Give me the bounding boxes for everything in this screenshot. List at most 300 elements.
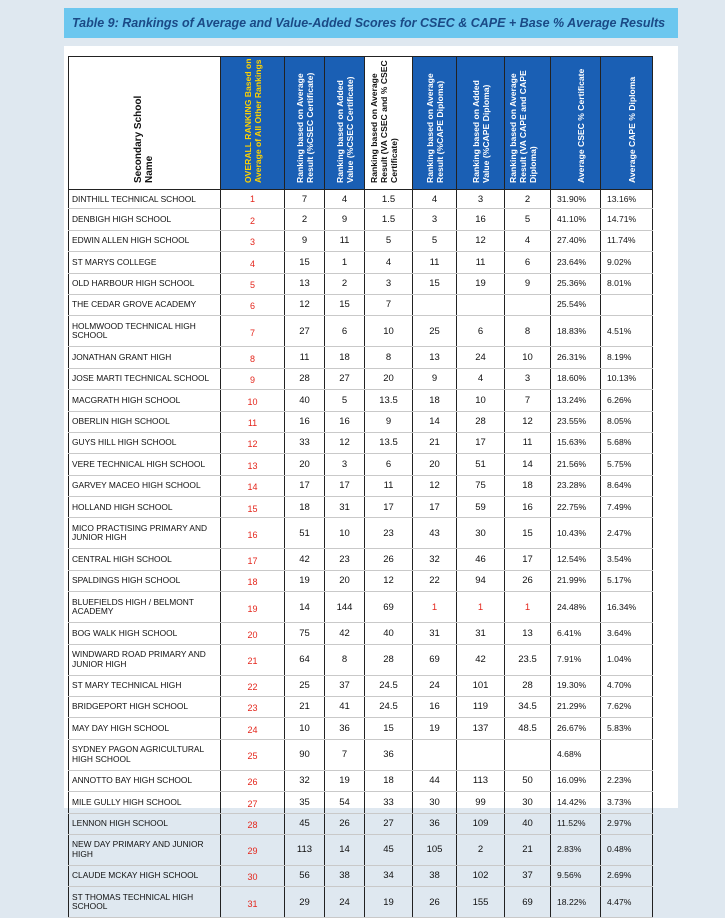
cape-combined-rank-cell: 37	[505, 865, 551, 886]
cape-combined-rank-cell: 6	[505, 252, 551, 273]
csec-percent-cell: 21.56%	[551, 454, 601, 475]
overall-rank-cell: 18	[221, 570, 285, 591]
cape-average-rank-cell: 15	[413, 273, 457, 294]
cape-average-rank-cell: 4	[413, 190, 457, 209]
overall-rank-cell: 25	[221, 739, 285, 770]
csec-combined-rank-cell: 13.5	[365, 432, 413, 453]
cape-combined-rank-cell	[505, 294, 551, 315]
school-name-cell: MILE GULLY HIGH SCHOOL	[69, 792, 221, 813]
csec-combined-rank-cell: 19	[365, 887, 413, 918]
csec-percent-cell: 23.64%	[551, 252, 601, 273]
table-row	[69, 718, 653, 739]
csec-value-added-rank-cell: 27	[325, 368, 365, 389]
csec-average-rank-cell: 18	[285, 497, 325, 518]
cape-average-rank-cell: 22	[413, 570, 457, 591]
csec-value-added-rank-cell: 8	[325, 644, 365, 675]
overall-rank-cell: 8	[221, 347, 285, 368]
header-csec-value-added: Ranking based on Added Value (%CSEC Certificate)	[325, 57, 365, 190]
csec-percent-cell: 14.42%	[551, 792, 601, 813]
cape-value-added-rank-cell: 30	[457, 518, 505, 549]
school-name-cell: MACGRATH HIGH SCHOOL	[69, 390, 221, 411]
cape-combined-rank-cell: 34.5	[505, 697, 551, 718]
csec-percent-cell: 23.28%	[551, 475, 601, 496]
csec-combined-rank-cell: 24.5	[365, 697, 413, 718]
cape-percent-cell: 7.49%	[601, 497, 653, 518]
csec-combined-rank-cell: 34	[365, 865, 413, 886]
csec-average-rank-cell: 42	[285, 549, 325, 570]
table-row	[69, 252, 653, 273]
csec-average-rank-cell: 14	[285, 592, 325, 623]
school-name-cell: GUYS HILL HIGH SCHOOL	[69, 432, 221, 453]
overall-rank-cell: 24	[221, 718, 285, 739]
csec-percent-cell: 18.83%	[551, 316, 601, 347]
csec-average-rank-cell: 13	[285, 273, 325, 294]
csec-combined-rank-cell: 40	[365, 623, 413, 644]
cape-average-rank-cell: 32	[413, 549, 457, 570]
cape-combined-rank-cell: 12	[505, 411, 551, 432]
csec-average-rank-cell: 9	[285, 230, 325, 251]
table-row	[69, 411, 653, 432]
cape-value-added-rank-cell: 94	[457, 570, 505, 591]
overall-rank-cell: 20	[221, 623, 285, 644]
cape-value-added-rank-cell: 1	[457, 592, 505, 623]
csec-combined-rank-cell: 45	[365, 834, 413, 865]
cape-percent-cell: 3.73%	[601, 792, 653, 813]
cape-average-rank-cell: 31	[413, 623, 457, 644]
csec-percent-cell: 13.24%	[551, 390, 601, 411]
cape-percent-cell: 10.13%	[601, 368, 653, 389]
cape-percent-cell: 1.04%	[601, 644, 653, 675]
cape-combined-rank-cell: 10	[505, 347, 551, 368]
school-name-cell: ST THOMAS TECHNICAL HIGH SCHOOL	[69, 887, 221, 918]
csec-percent-cell: 41.10%	[551, 209, 601, 230]
overall-rank-cell: 28	[221, 813, 285, 834]
csec-combined-rank-cell: 1.5	[365, 209, 413, 230]
csec-value-added-rank-cell: 26	[325, 813, 365, 834]
table-row	[69, 570, 653, 591]
csec-value-added-rank-cell: 36	[325, 718, 365, 739]
table-row	[69, 190, 653, 209]
csec-average-rank-cell: 90	[285, 739, 325, 770]
csec-average-rank-cell: 33	[285, 432, 325, 453]
cape-value-added-rank-cell: 109	[457, 813, 505, 834]
school-name-cell: VERE TECHNICAL HIGH SCHOOL	[69, 454, 221, 475]
csec-combined-rank-cell: 28	[365, 644, 413, 675]
cape-combined-rank-cell: 48.5	[505, 718, 551, 739]
cape-value-added-rank-cell: 75	[457, 475, 505, 496]
cape-combined-rank-cell: 8	[505, 316, 551, 347]
table-row	[69, 209, 653, 230]
csec-average-rank-cell: 51	[285, 518, 325, 549]
school-name-cell: JOSE MARTI TECHNICAL SCHOOL	[69, 368, 221, 389]
header-cape-percent: Average CAPE % Diploma	[601, 57, 653, 190]
csec-combined-rank-cell: 69	[365, 592, 413, 623]
school-name-cell: HOLLAND HIGH SCHOOL	[69, 497, 221, 518]
cape-value-added-rank-cell: 46	[457, 549, 505, 570]
cape-value-added-rank-cell: 51	[457, 454, 505, 475]
cape-percent-cell: 2.23%	[601, 770, 653, 791]
overall-rank-cell: 17	[221, 549, 285, 570]
csec-percent-cell: 25.36%	[551, 273, 601, 294]
csec-average-rank-cell: 35	[285, 792, 325, 813]
csec-average-rank-cell: 19	[285, 570, 325, 591]
overall-rank-cell: 14	[221, 475, 285, 496]
csec-combined-rank-cell: 1.5	[365, 190, 413, 209]
cape-average-rank-cell: 3	[413, 209, 457, 230]
cape-combined-rank-cell: 50	[505, 770, 551, 791]
csec-value-added-rank-cell: 12	[325, 432, 365, 453]
school-name-cell: MAY DAY HIGH SCHOOL	[69, 718, 221, 739]
cape-percent-cell: 8.19%	[601, 347, 653, 368]
cape-percent-cell: 14.71%	[601, 209, 653, 230]
csec-percent-cell: 9.56%	[551, 865, 601, 886]
csec-value-added-rank-cell: 4	[325, 190, 365, 209]
overall-rank-cell: 23	[221, 697, 285, 718]
cape-combined-rank-cell: 15	[505, 518, 551, 549]
csec-value-added-rank-cell: 10	[325, 518, 365, 549]
cape-percent-cell: 8.01%	[601, 273, 653, 294]
table-row	[69, 792, 653, 813]
csec-value-added-rank-cell: 5	[325, 390, 365, 411]
csec-percent-cell: 7.91%	[551, 644, 601, 675]
table-row	[69, 432, 653, 453]
csec-combined-rank-cell: 9	[365, 411, 413, 432]
csec-value-added-rank-cell: 6	[325, 316, 365, 347]
cape-average-rank-cell: 17	[413, 497, 457, 518]
csec-average-rank-cell: 21	[285, 697, 325, 718]
cape-combined-rank-cell: 11	[505, 432, 551, 453]
cape-average-rank-cell: 9	[413, 368, 457, 389]
csec-average-rank-cell: 113	[285, 834, 325, 865]
table-row	[69, 644, 653, 675]
csec-combined-rank-cell: 6	[365, 454, 413, 475]
header-school-name: Secondary School Name	[69, 57, 221, 190]
cape-value-added-rank-cell	[457, 739, 505, 770]
table-row	[69, 294, 653, 315]
csec-percent-cell: 6.41%	[551, 623, 601, 644]
cape-average-rank-cell: 38	[413, 865, 457, 886]
cape-value-added-rank-cell: 101	[457, 675, 505, 696]
cape-percent-cell: 0.48%	[601, 834, 653, 865]
cape-value-added-rank-cell: 28	[457, 411, 505, 432]
header-overall-ranking: OVERALL RANKING Based on Average of All Other Rankings	[221, 57, 285, 190]
table-row	[69, 592, 653, 623]
cape-percent-cell: 13.16%	[601, 190, 653, 209]
csec-value-added-rank-cell: 31	[325, 497, 365, 518]
table-row	[69, 834, 653, 865]
csec-combined-rank-cell: 36	[365, 739, 413, 770]
csec-value-added-rank-cell: 2	[325, 273, 365, 294]
csec-combined-rank-cell: 20	[365, 368, 413, 389]
school-name-cell: ANNOTTO BAY HIGH SCHOOL	[69, 770, 221, 791]
table-row	[69, 887, 653, 918]
csec-value-added-rank-cell: 14	[325, 834, 365, 865]
overall-rank-cell: 30	[221, 865, 285, 886]
cape-average-rank-cell: 30	[413, 792, 457, 813]
cape-percent-cell: 4.47%	[601, 887, 653, 918]
cape-average-rank-cell: 24	[413, 675, 457, 696]
cape-percent-cell: 5.75%	[601, 454, 653, 475]
csec-average-rank-cell: 17	[285, 475, 325, 496]
csec-combined-rank-cell: 10	[365, 316, 413, 347]
overall-rank-cell: 11	[221, 411, 285, 432]
csec-value-added-rank-cell: 15	[325, 294, 365, 315]
cape-average-rank-cell: 12	[413, 475, 457, 496]
csec-average-rank-cell: 16	[285, 411, 325, 432]
table-row	[69, 813, 653, 834]
csec-percent-cell: 11.52%	[551, 813, 601, 834]
cape-value-added-rank-cell: 2	[457, 834, 505, 865]
csec-value-added-rank-cell: 23	[325, 549, 365, 570]
csec-value-added-rank-cell: 42	[325, 623, 365, 644]
cape-percent-cell: 6.26%	[601, 390, 653, 411]
cape-combined-rank-cell: 40	[505, 813, 551, 834]
cape-value-added-rank-cell: 113	[457, 770, 505, 791]
csec-average-rank-cell: 40	[285, 390, 325, 411]
csec-average-rank-cell: 56	[285, 865, 325, 886]
cape-percent-cell: 9.02%	[601, 252, 653, 273]
csec-value-added-rank-cell: 3	[325, 454, 365, 475]
csec-combined-rank-cell: 12	[365, 570, 413, 591]
csec-percent-cell: 21.29%	[551, 697, 601, 718]
csec-average-rank-cell: 12	[285, 294, 325, 315]
cape-value-added-rank-cell: 99	[457, 792, 505, 813]
cape-value-added-rank-cell	[457, 294, 505, 315]
header-csec-percent: Average CSEC % Certificate	[551, 57, 601, 190]
csec-percent-cell: 26.67%	[551, 718, 601, 739]
table-row	[69, 697, 653, 718]
cape-average-rank-cell: 26	[413, 887, 457, 918]
overall-rank-cell: 7	[221, 316, 285, 347]
csec-percent-cell: 26.31%	[551, 347, 601, 368]
cape-average-rank-cell: 18	[413, 390, 457, 411]
cape-combined-rank-cell: 1	[505, 592, 551, 623]
cape-value-added-rank-cell: 31	[457, 623, 505, 644]
csec-value-added-rank-cell: 18	[325, 347, 365, 368]
cape-combined-rank-cell: 9	[505, 273, 551, 294]
cape-percent-cell: 7.62%	[601, 697, 653, 718]
cape-combined-rank-cell: 21	[505, 834, 551, 865]
csec-percent-cell: 19.30%	[551, 675, 601, 696]
csec-average-rank-cell: 29	[285, 887, 325, 918]
cape-combined-rank-cell	[505, 739, 551, 770]
csec-average-rank-cell: 20	[285, 454, 325, 475]
cape-percent-cell: 8.64%	[601, 475, 653, 496]
csec-average-rank-cell: 15	[285, 252, 325, 273]
cape-combined-rank-cell: 28	[505, 675, 551, 696]
csec-average-rank-cell: 25	[285, 675, 325, 696]
school-name-cell: NEW DAY PRIMARY AND JUNIOR HIGH	[69, 834, 221, 865]
csec-value-added-rank-cell: 38	[325, 865, 365, 886]
csec-value-added-rank-cell: 20	[325, 570, 365, 591]
csec-combined-rank-cell: 7	[365, 294, 413, 315]
cape-value-added-rank-cell: 19	[457, 273, 505, 294]
school-name-cell: WINDWARD ROAD PRIMARY AND JUNIOR HIGH	[69, 644, 221, 675]
cape-percent-cell: 2.69%	[601, 865, 653, 886]
table-row	[69, 316, 653, 347]
table-row	[69, 623, 653, 644]
overall-rank-cell: 1	[221, 190, 285, 209]
csec-percent-cell: 18.60%	[551, 368, 601, 389]
school-name-cell: MICO PRACTISING PRIMARY AND JUNIOR HIGH	[69, 518, 221, 549]
cape-percent-cell: 5.17%	[601, 570, 653, 591]
table-row	[69, 368, 653, 389]
school-name-cell: LENNON HIGH SCHOOL	[69, 813, 221, 834]
csec-combined-rank-cell: 24.5	[365, 675, 413, 696]
cape-combined-rank-cell: 16	[505, 497, 551, 518]
cape-combined-rank-cell: 14	[505, 454, 551, 475]
cape-value-added-rank-cell: 6	[457, 316, 505, 347]
csec-percent-cell: 18.22%	[551, 887, 601, 918]
cape-percent-cell: 2.47%	[601, 518, 653, 549]
csec-value-added-rank-cell: 24	[325, 887, 365, 918]
cape-average-rank-cell: 25	[413, 316, 457, 347]
school-name-cell: OLD HARBOUR HIGH SCHOOL	[69, 273, 221, 294]
school-name-cell: GARVEY MACEO HIGH SCHOOL	[69, 475, 221, 496]
table-row	[69, 549, 653, 570]
csec-value-added-rank-cell: 7	[325, 739, 365, 770]
overall-rank-cell: 5	[221, 273, 285, 294]
cape-average-rank-cell: 36	[413, 813, 457, 834]
csec-average-rank-cell: 32	[285, 770, 325, 791]
school-name-cell: SPALDINGS HIGH SCHOOL	[69, 570, 221, 591]
cape-combined-rank-cell: 17	[505, 549, 551, 570]
table-row	[69, 347, 653, 368]
csec-combined-rank-cell: 33	[365, 792, 413, 813]
csec-average-rank-cell: 2	[285, 209, 325, 230]
cape-percent-cell: 8.05%	[601, 411, 653, 432]
table-row	[69, 518, 653, 549]
cape-combined-rank-cell: 23.5	[505, 644, 551, 675]
overall-rank-cell: 27	[221, 792, 285, 813]
table-row	[69, 497, 653, 518]
cape-value-added-rank-cell: 16	[457, 209, 505, 230]
cape-combined-rank-cell: 30	[505, 792, 551, 813]
cape-value-added-rank-cell: 24	[457, 347, 505, 368]
cape-combined-rank-cell: 7	[505, 390, 551, 411]
csec-combined-rank-cell: 23	[365, 518, 413, 549]
csec-percent-cell: 25.54%	[551, 294, 601, 315]
csec-combined-rank-cell: 15	[365, 718, 413, 739]
cape-value-added-rank-cell: 155	[457, 887, 505, 918]
csec-percent-cell: 2.83%	[551, 834, 601, 865]
cape-value-added-rank-cell: 137	[457, 718, 505, 739]
cape-percent-cell: 5.83%	[601, 718, 653, 739]
cape-average-rank-cell: 69	[413, 644, 457, 675]
cape-average-rank-cell: 43	[413, 518, 457, 549]
csec-percent-cell: 22.75%	[551, 497, 601, 518]
cape-percent-cell: 11.74%	[601, 230, 653, 251]
cape-value-added-rank-cell: 59	[457, 497, 505, 518]
csec-value-added-rank-cell: 17	[325, 475, 365, 496]
document-page	[64, 46, 678, 912]
header-csec-average: Ranking based on Average Result (%CSEC Certificate)	[285, 57, 325, 190]
table-row	[69, 273, 653, 294]
cape-value-added-rank-cell: 11	[457, 252, 505, 273]
overall-rank-cell: 31	[221, 887, 285, 918]
cape-combined-rank-cell: 4	[505, 230, 551, 251]
cape-combined-rank-cell: 18	[505, 475, 551, 496]
cape-value-added-rank-cell: 42	[457, 644, 505, 675]
csec-combined-rank-cell: 26	[365, 549, 413, 570]
cape-combined-rank-cell: 13	[505, 623, 551, 644]
csec-combined-rank-cell: 4	[365, 252, 413, 273]
overall-rank-cell: 13	[221, 454, 285, 475]
school-name-cell: DENBIGH HIGH SCHOOL	[69, 209, 221, 230]
csec-value-added-rank-cell: 54	[325, 792, 365, 813]
rankings-table	[68, 56, 653, 918]
overall-rank-cell: 2	[221, 209, 285, 230]
cape-value-added-rank-cell: 17	[457, 432, 505, 453]
school-name-cell: DINTHILL TECHNICAL SCHOOL	[69, 190, 221, 209]
csec-combined-rank-cell: 13.5	[365, 390, 413, 411]
csec-value-added-rank-cell: 16	[325, 411, 365, 432]
csec-percent-cell: 31.90%	[551, 190, 601, 209]
overall-rank-cell: 3	[221, 230, 285, 251]
overall-rank-cell: 19	[221, 592, 285, 623]
csec-value-added-rank-cell: 9	[325, 209, 365, 230]
csec-value-added-rank-cell: 19	[325, 770, 365, 791]
school-name-cell: HOLMWOOD TECHNICAL HIGH SCHOOL	[69, 316, 221, 347]
cape-average-rank-cell: 13	[413, 347, 457, 368]
overall-rank-cell: 21	[221, 644, 285, 675]
csec-average-rank-cell: 11	[285, 347, 325, 368]
table-row	[69, 865, 653, 886]
cape-value-added-rank-cell: 102	[457, 865, 505, 886]
csec-combined-rank-cell: 18	[365, 770, 413, 791]
cape-percent-cell: 5.68%	[601, 432, 653, 453]
csec-average-rank-cell: 7	[285, 190, 325, 209]
overall-rank-cell: 29	[221, 834, 285, 865]
school-name-cell: BRIDGEPORT HIGH SCHOOL	[69, 697, 221, 718]
csec-average-rank-cell: 64	[285, 644, 325, 675]
school-name-cell: ST MARYS COLLEGE	[69, 252, 221, 273]
csec-combined-rank-cell: 5	[365, 230, 413, 251]
cape-average-rank-cell: 14	[413, 411, 457, 432]
csec-combined-rank-cell: 11	[365, 475, 413, 496]
cape-percent-cell	[601, 294, 653, 315]
csec-percent-cell: 23.55%	[551, 411, 601, 432]
cape-average-rank-cell: 11	[413, 252, 457, 273]
header-csec-combined: Ranking based on Average Result (VA CSEC and % CSEC Certificate)	[365, 57, 413, 190]
csec-value-added-rank-cell: 144	[325, 592, 365, 623]
cape-combined-rank-cell: 26	[505, 570, 551, 591]
header-row	[69, 57, 653, 190]
cape-value-added-rank-cell: 3	[457, 190, 505, 209]
csec-percent-cell: 27.40%	[551, 230, 601, 251]
header-cape-combined: Ranking based on Average Result (VA CAPE and CAPE Diploma)	[505, 57, 551, 190]
cape-average-rank-cell: 1	[413, 592, 457, 623]
cape-percent-cell: 3.54%	[601, 549, 653, 570]
csec-value-added-rank-cell: 37	[325, 675, 365, 696]
overall-rank-cell: 16	[221, 518, 285, 549]
csec-percent-cell: 24.48%	[551, 592, 601, 623]
csec-average-rank-cell: 28	[285, 368, 325, 389]
header-cape-average: Ranking based on Average Result (%CAPE Diploma)	[413, 57, 457, 190]
cape-value-added-rank-cell: 10	[457, 390, 505, 411]
cape-average-rank-cell	[413, 294, 457, 315]
csec-percent-cell: 12.54%	[551, 549, 601, 570]
school-name-cell: BOG WALK HIGH SCHOOL	[69, 623, 221, 644]
cape-average-rank-cell	[413, 739, 457, 770]
cape-percent-cell: 4.51%	[601, 316, 653, 347]
cape-combined-rank-cell: 2	[505, 190, 551, 209]
csec-percent-cell: 10.43%	[551, 518, 601, 549]
table-row	[69, 739, 653, 770]
csec-average-rank-cell: 10	[285, 718, 325, 739]
cape-percent-cell: 4.70%	[601, 675, 653, 696]
table-row	[69, 390, 653, 411]
